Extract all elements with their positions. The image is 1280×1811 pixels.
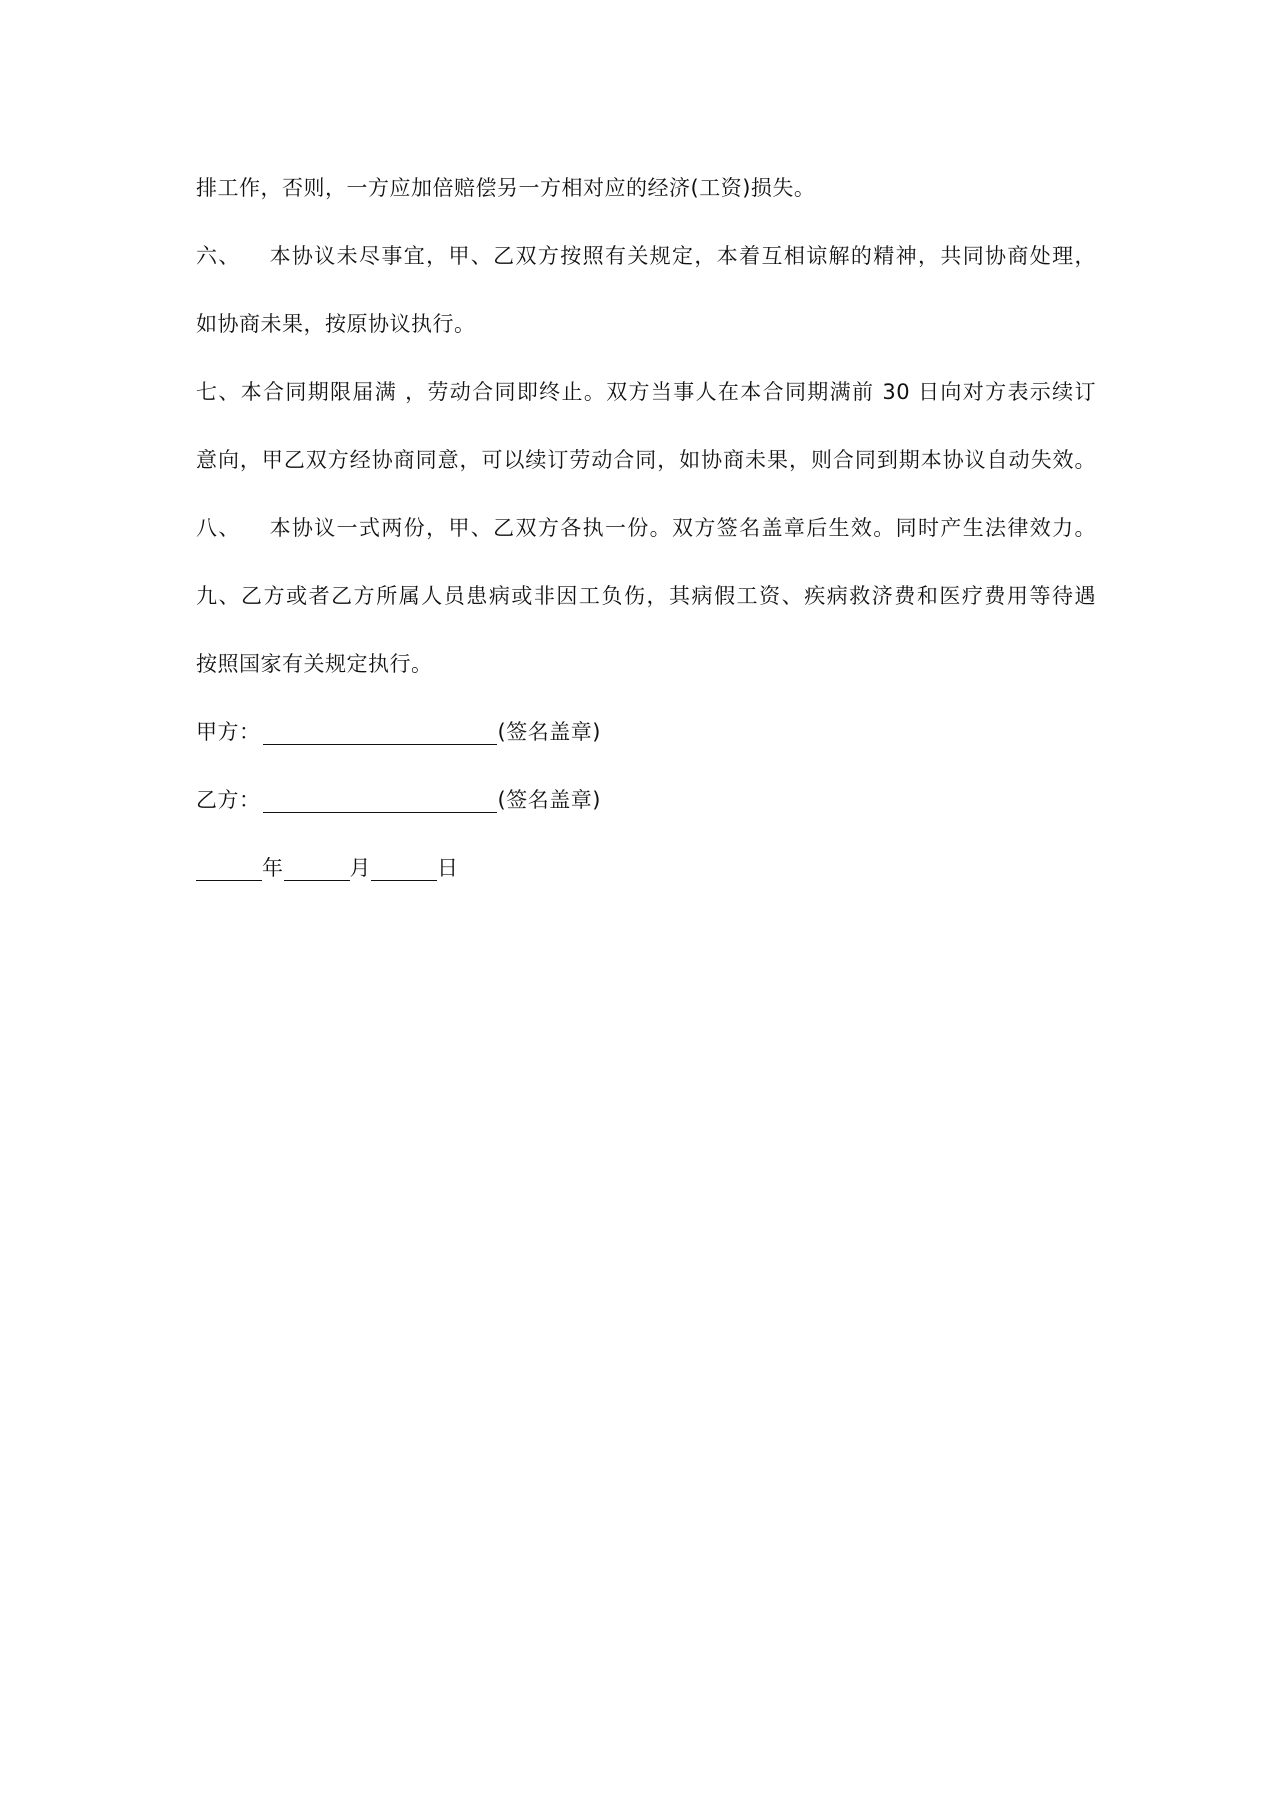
clause-eight-line	[196, 506, 1096, 574]
party-b-label: 乙方：	[196, 788, 261, 812]
party-a-label: 甲方：	[196, 720, 261, 744]
clause-six-text: 本协议未尽事宜，甲、乙双方按照有关规定，本着互相谅解的精神，共同协商处理，	[268, 244, 1096, 268]
month-label: 月	[349, 856, 371, 880]
clause-seven-line	[196, 370, 1096, 438]
paragraph-text: 按照国家有关规定执行。	[196, 652, 433, 676]
clause-nine-text: 九、乙方或者乙方所属人员患病或非因工负伤，其病假工资、疾病救济费和医疗费用等待遇	[196, 584, 1096, 608]
clause-nine-line	[196, 574, 1096, 642]
paragraph-line	[196, 166, 1096, 234]
year-blank[interactable]	[196, 850, 262, 881]
day-blank[interactable]	[371, 850, 437, 881]
paragraph-line	[196, 642, 1096, 710]
paragraph-text: 排工作，否则，一方应加倍赔偿另一方相对应的经济(工资)损失。	[196, 176, 816, 200]
paragraph-line	[196, 302, 1096, 370]
day-label: 日	[437, 856, 459, 880]
paragraph-line	[196, 438, 1096, 506]
clause-seven-text: 七、本合同期限届满 ，劳动合同即终止。双方当事人在本合同期满前 30 日向对方表示续订	[196, 380, 1096, 404]
clause-number: 六、	[196, 244, 241, 268]
paragraph-text: 意向，甲乙双方经协商同意，可以续订劳动合同，如协商未果，则合同到期本协议自动失效。	[196, 448, 1096, 472]
party-a-suffix: (签名盖章)	[497, 720, 601, 744]
party-b-signature-blank[interactable]	[263, 782, 497, 813]
party-a-signature	[196, 710, 1096, 778]
party-b-signature	[196, 778, 1096, 846]
month-blank[interactable]	[284, 850, 350, 881]
document-body	[196, 166, 1096, 914]
clause-number: 八、	[196, 516, 241, 540]
clause-six-line	[196, 234, 1096, 302]
party-a-signature-blank[interactable]	[263, 714, 497, 745]
year-label: 年	[262, 856, 284, 880]
date-line	[196, 846, 1096, 914]
clause-eight-text: 本协议一式两份，甲、乙双方各执一份。双方签名盖章后生效。同时产生法律效力。	[268, 516, 1096, 540]
paragraph-text: 如协商未果，按原协议执行。	[196, 312, 476, 336]
party-b-suffix: (签名盖章)	[497, 788, 601, 812]
